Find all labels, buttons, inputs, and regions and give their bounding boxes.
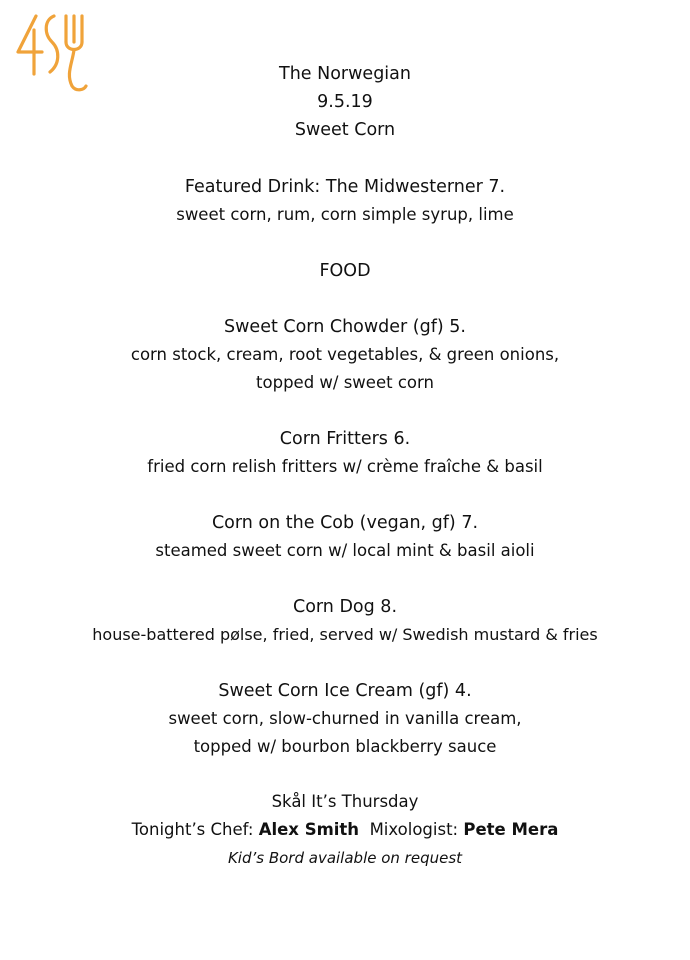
- featured-drink-description: sweet corn, rum, corn simple syrup, lime: [176, 205, 514, 224]
- menu-item-name: Sweet Corn Chowder (gf) 5.: [224, 317, 466, 337]
- menu-item-description: house-battered pølse, fried, served w/ Swedish mustard & fries: [92, 625, 598, 644]
- menu-theme: Sweet Corn: [294, 120, 396, 140]
- menu-item-description: sweet corn, slow-churned in vanilla cream,: [168, 709, 522, 728]
- menu-item-name: Corn Dog 8.: [292, 597, 398, 617]
- footer-tagline: Skål It’s Thursday: [271, 792, 419, 811]
- chef-label: Tonight’s Chef:: [131, 820, 254, 839]
- kids-menu-note: Kid’s Bord available on request: [227, 849, 463, 867]
- chef-name: Alex Smith: [258, 820, 360, 839]
- menu-item-description: topped w/ bourbon blackberry sauce: [193, 737, 497, 756]
- menu-item-description: corn stock, cream, root vegetables, & green onions,: [130, 345, 560, 364]
- menu-item-name: Corn Fritters 6.: [279, 429, 411, 449]
- mixologist-label: Mixologist:: [369, 820, 459, 839]
- menu-item-description: steamed sweet corn w/ local mint & basil aioli: [155, 541, 535, 560]
- menu-item-description: fried corn relish fritters w/ crème fraîche & basil: [147, 457, 543, 476]
- menu-item-name: Corn on the Cob (vegan, gf) 7.: [211, 513, 479, 533]
- featured-drink-name: Featured Drink: The Midwesterner 7.: [184, 177, 506, 197]
- food-section-label: FOOD: [319, 261, 371, 281]
- menu-date: 9.5.19: [317, 92, 373, 112]
- mixologist-name: Pete Mera: [463, 820, 559, 839]
- menu-item-description: topped w/ sweet corn: [256, 373, 434, 392]
- menu-item-name: Sweet Corn Ice Cream (gf) 4.: [218, 681, 472, 701]
- staff-credits: [0, 818, 690, 842]
- restaurant-name: The Norwegian: [279, 64, 411, 84]
